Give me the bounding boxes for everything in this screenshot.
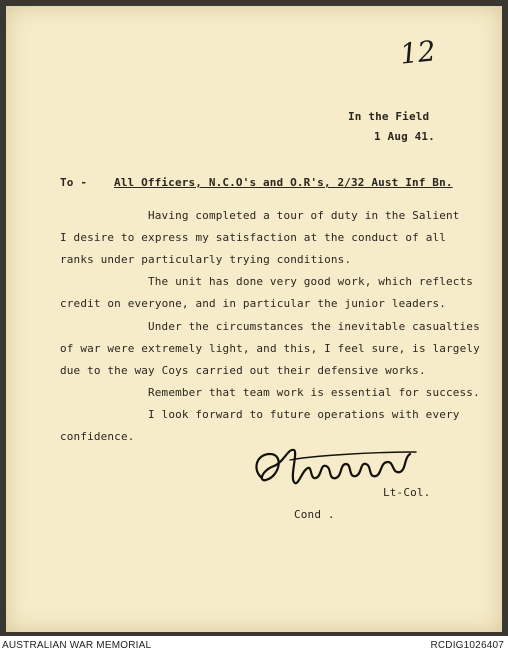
signature-role: Cond . bbox=[294, 508, 335, 521]
body-line: Having completed a tour of duty in the Salient bbox=[148, 209, 460, 222]
body-line: I desire to express my satisfaction at the conduct of all bbox=[60, 231, 447, 244]
addressee: All Officers, N.C.O's and O.R's, 2/32 Aust Inf Bn. bbox=[114, 176, 453, 189]
body-line: due to the way Coys carried out their defensive works. bbox=[60, 364, 426, 377]
body-line: Under the circumstances the inevitable casualties bbox=[148, 320, 480, 333]
header-place: In the Field bbox=[348, 110, 430, 123]
page-number: 12 bbox=[398, 34, 438, 71]
document-page bbox=[6, 6, 502, 632]
body-line: confidence. bbox=[60, 430, 135, 443]
addressee-prefix: To - bbox=[60, 176, 88, 189]
header-date: 1 Aug 41. bbox=[374, 130, 435, 143]
signature-rank: Lt-Col. bbox=[383, 486, 431, 499]
body-line: Remember that team work is essential for success. bbox=[148, 386, 480, 399]
body-line: ranks under particularly trying conditions. bbox=[60, 253, 352, 266]
footer-record-id: RCDIG1026407 bbox=[430, 640, 504, 651]
body-line: I look forward to future operations with every bbox=[148, 408, 460, 421]
body-line: of war were extremely light, and this, I feel sure, is largely bbox=[60, 342, 480, 355]
footer-institution: AUSTRALIAN WAR MEMORIAL bbox=[2, 640, 152, 651]
body-line: credit on everyone, and in particular the junior leaders. bbox=[60, 297, 447, 310]
body-line: The unit has done very good work, which reflects bbox=[148, 275, 474, 288]
